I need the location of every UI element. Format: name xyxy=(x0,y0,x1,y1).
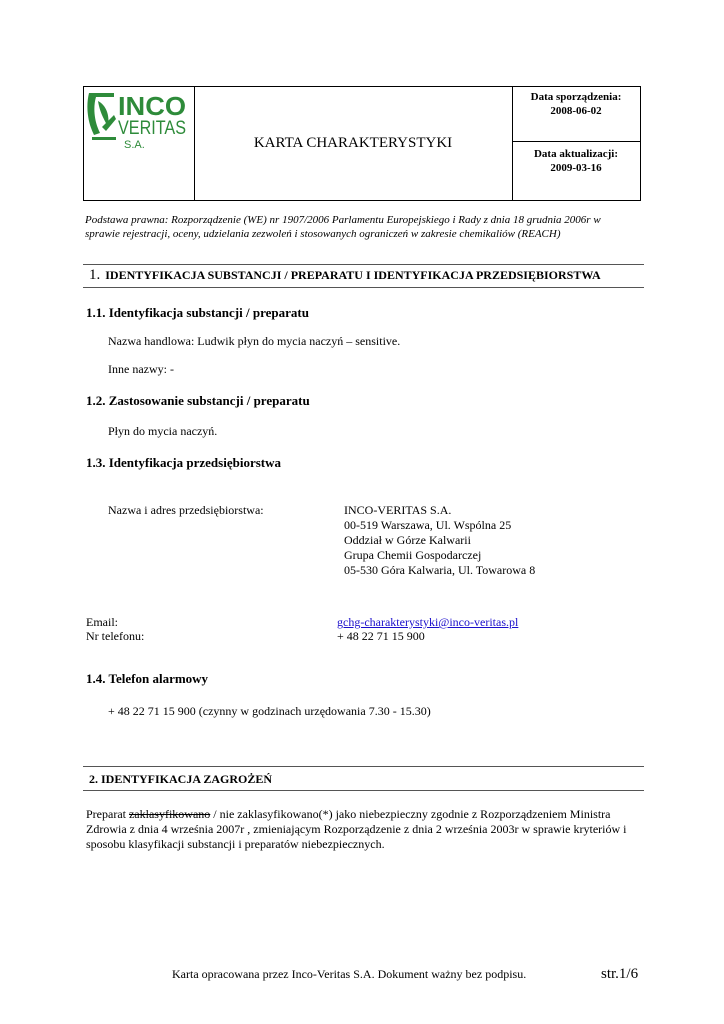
company-line: 00-519 Warszawa, Ul. Wspólna 25 xyxy=(344,518,512,532)
company-line: INCO-VERITAS S.A. xyxy=(344,503,452,517)
leaf-icon xyxy=(87,93,116,140)
legal-basis-line1: Podstawa prawna: Rozporządzenie (WE) nr 1907/2006 Parlamentu Europejskiego i Rady z dnia 18 grudnia 2006r w xyxy=(85,214,601,226)
subsection-1-4-title: 1.4. Telefon alarmowy xyxy=(86,671,209,686)
hazard-text xyxy=(86,807,646,852)
svg-text:INCO: INCO xyxy=(118,91,186,121)
section1-title: IDENTYFIKACJA SUBSTANCJI / PREPARATU I IDENTYFIKACJA PRZEDSIĘBIORSTWA xyxy=(105,268,601,282)
footer-note: Karta opracowana przez Inco-Veritas S.A. Dokument ważny bez podpisu. xyxy=(172,967,527,981)
subsection-1-1-title: 1.1. Identyfikacja substancji / preparatu xyxy=(86,305,309,320)
created-value: 2008-06-02 xyxy=(550,105,602,117)
email-label: Email: xyxy=(86,615,118,629)
created-label: Data sporządzenia: xyxy=(530,91,622,103)
company-line: Grupa Chemii Gospodarczej xyxy=(344,548,482,562)
legal-basis xyxy=(85,213,645,241)
svg-text:S.A.: S.A. xyxy=(124,139,145,151)
hazard-line1 xyxy=(86,807,646,822)
updated-label: Data aktualizacji: xyxy=(533,148,618,160)
hazard-line1-rest: / nie zaklasyfikowano(*) jako niebezpieczny zgodnie z Rozporządzeniem Ministra xyxy=(210,807,611,821)
legal-basis-line2: sprawie rejestracji, oceny, udzielania zezwoleń i stosowanych ograniczeń w zakresie chemikaliów (REACH) xyxy=(85,228,561,240)
subsection-1-3-title: 1.3. Identyfikacja przedsiębiorstwa xyxy=(86,455,281,470)
company-logo xyxy=(84,87,194,200)
other-names: Inne nazwy: - xyxy=(108,362,174,376)
company-label: Nazwa i adres przedsiębiorstwa: xyxy=(108,503,264,517)
section1-number: 1. xyxy=(89,267,101,283)
section2-bottom-rule xyxy=(83,790,644,791)
svg-text:VERITAS: VERITAS xyxy=(118,118,186,139)
hazard-prefix: Preparat xyxy=(86,807,129,821)
created-date-box xyxy=(512,87,640,142)
alarm-phone: + 48 22 71 15 900 (czynny w godzinach urzędowania 7.30 - 15.30) xyxy=(108,704,431,718)
subsection-1-2-title: 1.2. Zastosowanie substancji / preparatu xyxy=(86,393,310,408)
phone-value: + 48 22 71 15 900 xyxy=(337,629,425,643)
section1-top-rule xyxy=(83,264,644,265)
company-line: 05-530 Góra Kalwaria, Ul. Towarowa 8 xyxy=(344,563,536,577)
dates-cell xyxy=(512,87,640,200)
company-address xyxy=(344,503,535,578)
section1-bottom-rule xyxy=(83,287,644,288)
trade-name: Nazwa handlowa: Ludwik płyn do mycia naczyń – sensitive. xyxy=(108,334,401,348)
updated-value: 2009-03-16 xyxy=(550,162,602,174)
section2-title: 2. IDENTYFIKACJA ZAGROŻEŃ xyxy=(89,772,273,786)
hazard-line2: Zdrowia z dnia 4 września 2007r , zmieniającym Rozporządzenie z dnia 2 września 2003r w sprawie kryteriów i xyxy=(86,822,627,836)
hazard-struck-word: zaklasyfikowano xyxy=(128,807,211,821)
section1-heading xyxy=(89,268,601,283)
logo-cell xyxy=(84,87,195,200)
page-number: str.1/6 xyxy=(601,966,639,982)
hazard-line3: sposobu klasyfikacji substancji i preparatów niebezpiecznych. xyxy=(86,837,385,851)
document-title: KARTA CHARAKTERYSTYKI xyxy=(194,87,513,200)
company-line: Oddział w Górze Kalwarii xyxy=(344,533,471,547)
updated-date-box xyxy=(512,143,640,200)
email-link[interactable]: gchg-charakterystyki@inco-veritas.pl xyxy=(337,615,519,629)
usage-text: Płyn do mycia naczyń. xyxy=(108,424,218,438)
header-table xyxy=(83,86,641,201)
section2-top-rule xyxy=(83,766,644,767)
phone-label: Nr telefonu: xyxy=(86,629,145,643)
